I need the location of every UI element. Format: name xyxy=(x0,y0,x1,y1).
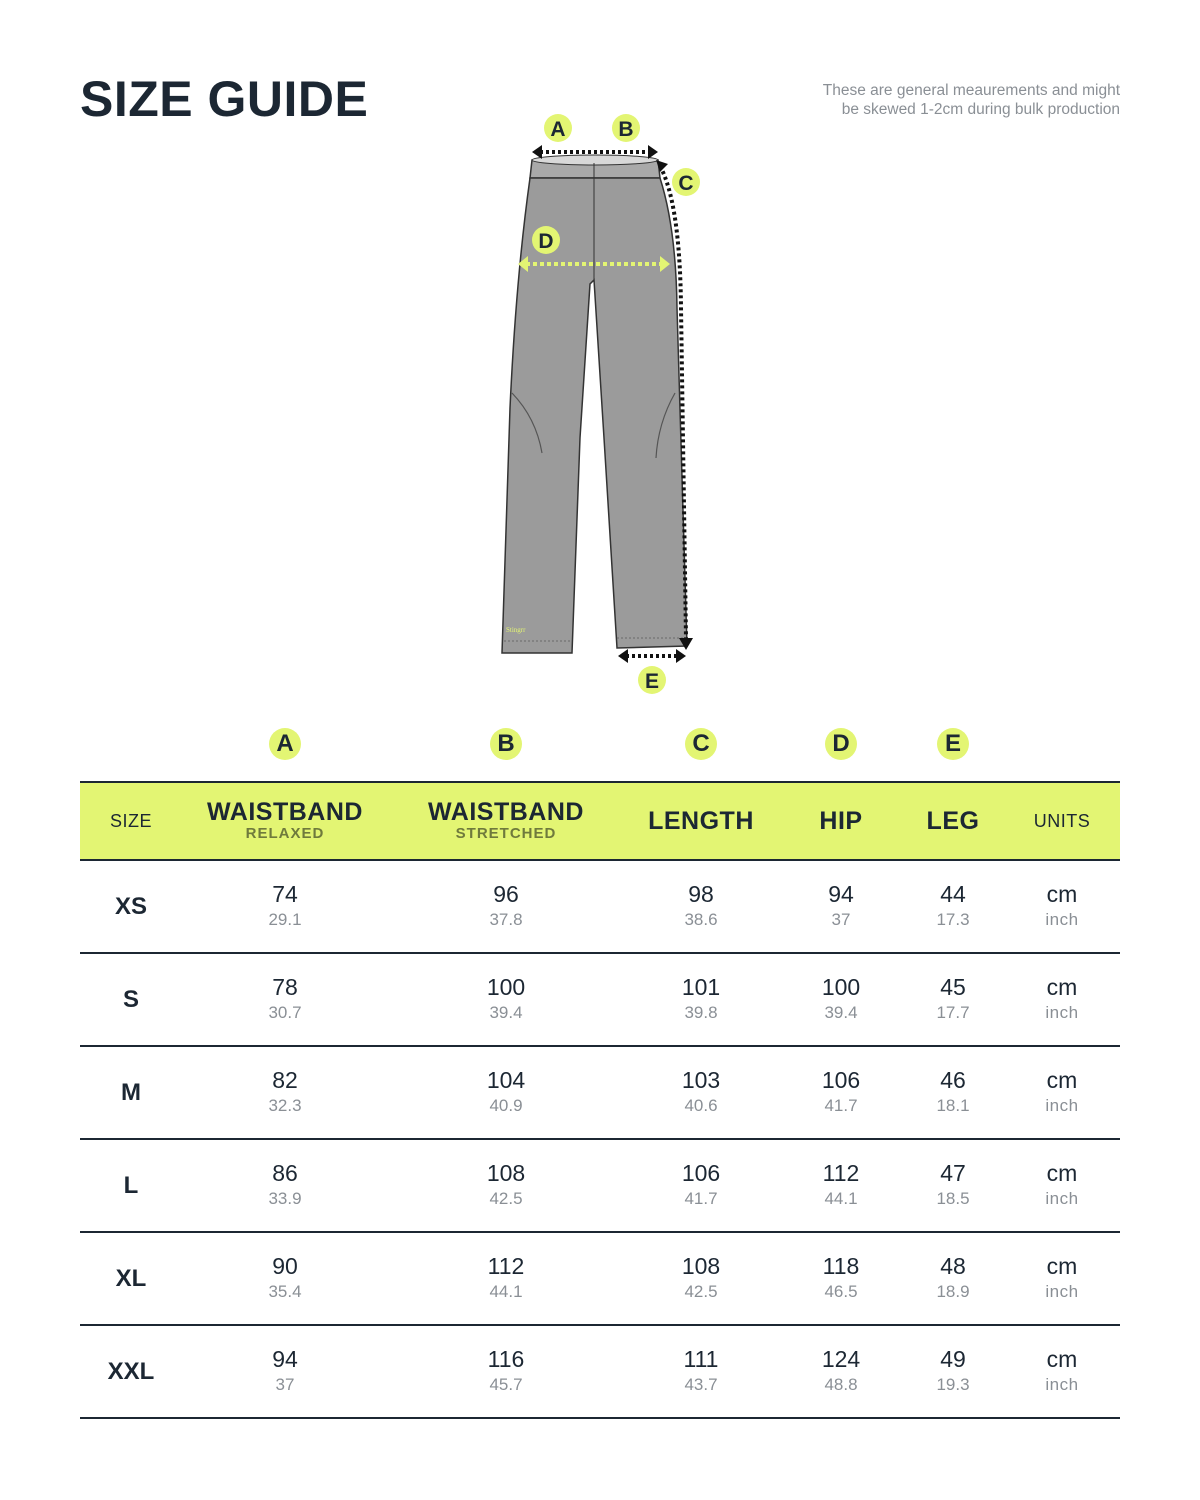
value-cm: 82 xyxy=(272,1067,298,1093)
waist-arrow-left-head xyxy=(532,145,542,159)
unit-cm: cm xyxy=(1046,1253,1078,1279)
value-inch: 41.7 xyxy=(684,1189,718,1208)
value-cm: 101 xyxy=(681,974,721,1000)
value-inch: 39.4 xyxy=(824,1003,858,1022)
measurement-cell xyxy=(822,954,860,1045)
value-cm: 106 xyxy=(681,1160,721,1186)
value-cm: 100 xyxy=(821,974,861,1000)
measurement-cell xyxy=(488,1233,525,1324)
measurement-cell xyxy=(936,954,969,1045)
value-inch: 39.8 xyxy=(684,1003,718,1022)
value-inch: 29.1 xyxy=(268,910,302,929)
header-waistband-stretched xyxy=(428,783,584,859)
unit-cm: cm xyxy=(1046,1160,1078,1186)
label-badge-d xyxy=(532,226,560,254)
value-cm: 103 xyxy=(681,1067,721,1093)
header-units-label: UNITS xyxy=(1033,810,1091,831)
value-inch: 37 xyxy=(275,1375,295,1394)
measurement-cell xyxy=(682,1233,720,1324)
units-cell xyxy=(1045,1233,1078,1324)
size-cell xyxy=(108,1326,155,1417)
units-cell xyxy=(1045,954,1078,1045)
size-cell xyxy=(124,1140,139,1231)
table-row xyxy=(80,1047,1120,1140)
value-cm: 98 xyxy=(688,881,714,907)
value-inch: 37.8 xyxy=(489,910,523,929)
hem-tag: Stingrr xyxy=(506,626,526,634)
value-inch: 19.3 xyxy=(936,1375,970,1394)
value-cm: 116 xyxy=(487,1346,525,1372)
value-inch: 30.7 xyxy=(268,1003,302,1022)
unit-inch: inch xyxy=(1045,1375,1079,1394)
value-cm: 104 xyxy=(486,1067,526,1093)
value-cm: 100 xyxy=(486,974,526,1000)
size-cell xyxy=(121,1047,141,1138)
leg-arrow-left-head xyxy=(618,649,628,663)
table-row xyxy=(80,1326,1120,1419)
svg-text:C: C xyxy=(678,172,694,195)
measurement-cell xyxy=(487,1140,525,1231)
measurement-cell xyxy=(268,861,301,952)
label-badge-a xyxy=(544,114,572,142)
value-inch: 44.1 xyxy=(824,1189,858,1208)
value-cm: 112 xyxy=(487,1253,525,1279)
measurement-note xyxy=(740,81,1120,119)
unit-cm: cm xyxy=(1046,974,1078,1000)
measurement-cell xyxy=(936,1233,969,1324)
value-cm: 108 xyxy=(486,1160,526,1186)
value-inch: 18.5 xyxy=(936,1189,970,1208)
size-label: L xyxy=(123,1171,139,1199)
value-inch: 42.5 xyxy=(489,1189,523,1208)
header-length xyxy=(648,783,754,859)
svg-text:A: A xyxy=(550,118,566,141)
value-cm: 108 xyxy=(681,1253,721,1279)
measurement-cell xyxy=(822,1326,860,1417)
table-row xyxy=(80,954,1120,1047)
value-inch: 41.7 xyxy=(824,1096,858,1115)
waistband-opening xyxy=(532,155,658,165)
measurement-cell xyxy=(488,1326,525,1417)
value-inch: 17.7 xyxy=(936,1003,970,1022)
svg-text:B: B xyxy=(618,118,634,141)
header-waistband-relaxed-main: WAISTBAND xyxy=(207,798,363,826)
header-leg xyxy=(927,783,980,859)
value-inch: 40.9 xyxy=(489,1096,523,1115)
value-cm: 94 xyxy=(828,881,854,907)
header-hip-label: HIP xyxy=(819,807,863,835)
measurement-cell xyxy=(682,1047,720,1138)
unit-inch: inch xyxy=(1045,910,1079,929)
measurement-note-line-2: be skewed 1-2cm during bulk production xyxy=(841,101,1120,118)
value-inch: 37 xyxy=(831,910,851,929)
table-row xyxy=(80,861,1120,954)
measurement-cell xyxy=(684,1326,719,1417)
measurement-cell xyxy=(936,861,969,952)
size-cell xyxy=(116,1233,147,1324)
measurement-cell xyxy=(936,1047,969,1138)
column-letter-d: D xyxy=(825,728,857,760)
value-inch: 40.6 xyxy=(684,1096,718,1115)
value-cm: 46 xyxy=(940,1067,966,1093)
value-cm: 96 xyxy=(493,881,519,907)
value-cm: 112 xyxy=(822,1160,860,1186)
table-body xyxy=(80,861,1120,1419)
label-badge-e xyxy=(638,666,666,694)
unit-cm: cm xyxy=(1046,1067,1078,1093)
measurement-cell xyxy=(823,1233,860,1324)
column-letter-e: E xyxy=(937,728,969,760)
value-cm: 90 xyxy=(272,1253,298,1279)
value-inch: 46.5 xyxy=(824,1282,858,1301)
value-inch: 38.6 xyxy=(684,910,718,929)
value-cm: 118 xyxy=(822,1253,860,1279)
size-label: XL xyxy=(115,1264,147,1292)
header-waistband-relaxed xyxy=(207,783,363,859)
table-row xyxy=(80,1140,1120,1233)
value-cm: 47 xyxy=(940,1160,966,1186)
measurement-cell xyxy=(489,861,522,952)
column-letter-row xyxy=(80,728,1120,762)
value-inch: 17.3 xyxy=(936,910,970,929)
measurement-cell xyxy=(268,1047,301,1138)
value-cm: 86 xyxy=(272,1160,298,1186)
unit-inch: inch xyxy=(1045,1003,1079,1022)
size-label: XS xyxy=(114,892,148,920)
measurement-cell xyxy=(487,1047,525,1138)
value-cm: 45 xyxy=(940,974,966,1000)
header-waistband-stretched-main: WAISTBAND xyxy=(428,798,584,826)
svg-text:E: E xyxy=(644,670,660,693)
measurement-cell xyxy=(268,1233,301,1324)
column-letter-c: C xyxy=(685,728,717,760)
measurement-cell xyxy=(684,861,717,952)
column-letter-b: B xyxy=(490,728,522,760)
header-waistband-stretched-sub: STRETCHED xyxy=(455,825,557,842)
value-inch: 18.9 xyxy=(936,1282,970,1301)
measurement-cell xyxy=(936,1326,969,1417)
units-cell xyxy=(1045,1047,1078,1138)
leg-arrow-right-head xyxy=(676,649,686,663)
page-title: SIZE GUIDE xyxy=(80,71,369,127)
measurement-cell xyxy=(268,954,301,1045)
measurement-cell xyxy=(268,1140,301,1231)
header-leg-label: LEG xyxy=(926,807,980,835)
value-cm: 106 xyxy=(821,1067,861,1093)
size-cell xyxy=(123,954,139,1045)
value-inch: 44.1 xyxy=(489,1282,523,1301)
value-cm: 78 xyxy=(272,974,298,1000)
value-inch: 39.4 xyxy=(489,1003,523,1022)
header-length-label: LENGTH xyxy=(648,807,754,835)
measurement-cell xyxy=(272,1326,298,1417)
value-inch: 35.4 xyxy=(268,1282,302,1301)
measurement-cell xyxy=(682,954,720,1045)
value-inch: 42.5 xyxy=(684,1282,718,1301)
table-header xyxy=(80,781,1120,861)
size-label: XXL xyxy=(107,1357,155,1385)
size-label: M xyxy=(121,1078,141,1106)
value-inch: 18.1 xyxy=(936,1096,970,1115)
measurement-cell xyxy=(823,1140,860,1231)
size-label: S xyxy=(122,985,140,1013)
value-inch: 33.9 xyxy=(268,1189,302,1208)
measurement-cell xyxy=(682,1140,720,1231)
unit-inch: inch xyxy=(1045,1096,1079,1115)
measurement-note-line-1: These are general meaurements and might xyxy=(822,82,1120,99)
header-size xyxy=(110,783,152,859)
unit-inch: inch xyxy=(1045,1189,1079,1208)
value-cm: 111 xyxy=(683,1346,719,1372)
value-cm: 44 xyxy=(940,881,966,907)
measurement-cell xyxy=(936,1140,969,1231)
unit-inch: inch xyxy=(1045,1282,1079,1301)
pants-illustration xyxy=(480,108,740,708)
value-cm: 124 xyxy=(821,1346,861,1372)
header-units xyxy=(1034,783,1091,859)
units-cell xyxy=(1045,1326,1078,1417)
value-cm: 74 xyxy=(272,881,298,907)
unit-cm: cm xyxy=(1046,881,1078,907)
value-inch: 45.7 xyxy=(489,1375,523,1394)
label-badge-c xyxy=(672,168,700,196)
measurement-cell xyxy=(487,954,525,1045)
svg-text:D: D xyxy=(538,230,554,253)
header-size-label: SIZE xyxy=(109,810,153,831)
label-badge-b xyxy=(612,114,640,142)
value-inch: 48.8 xyxy=(824,1375,858,1394)
size-table xyxy=(80,781,1120,1419)
pants-diagram xyxy=(480,108,740,708)
units-cell xyxy=(1045,861,1078,952)
unit-cm: cm xyxy=(1046,1346,1078,1372)
size-cell xyxy=(115,861,147,952)
column-letter-a: A xyxy=(269,728,301,760)
table-row xyxy=(80,1233,1120,1326)
units-cell xyxy=(1045,1140,1078,1231)
header-hip xyxy=(819,783,862,859)
measurement-cell xyxy=(828,861,854,952)
waist-arrow-right-head xyxy=(648,145,658,159)
value-inch: 32.3 xyxy=(268,1096,302,1115)
value-cm: 48 xyxy=(940,1253,966,1279)
measurement-cell xyxy=(822,1047,860,1138)
value-cm: 49 xyxy=(940,1346,966,1372)
header-waistband-relaxed-sub: RELAXED xyxy=(245,825,325,842)
value-cm: 94 xyxy=(272,1346,298,1372)
value-inch: 43.7 xyxy=(684,1375,718,1394)
